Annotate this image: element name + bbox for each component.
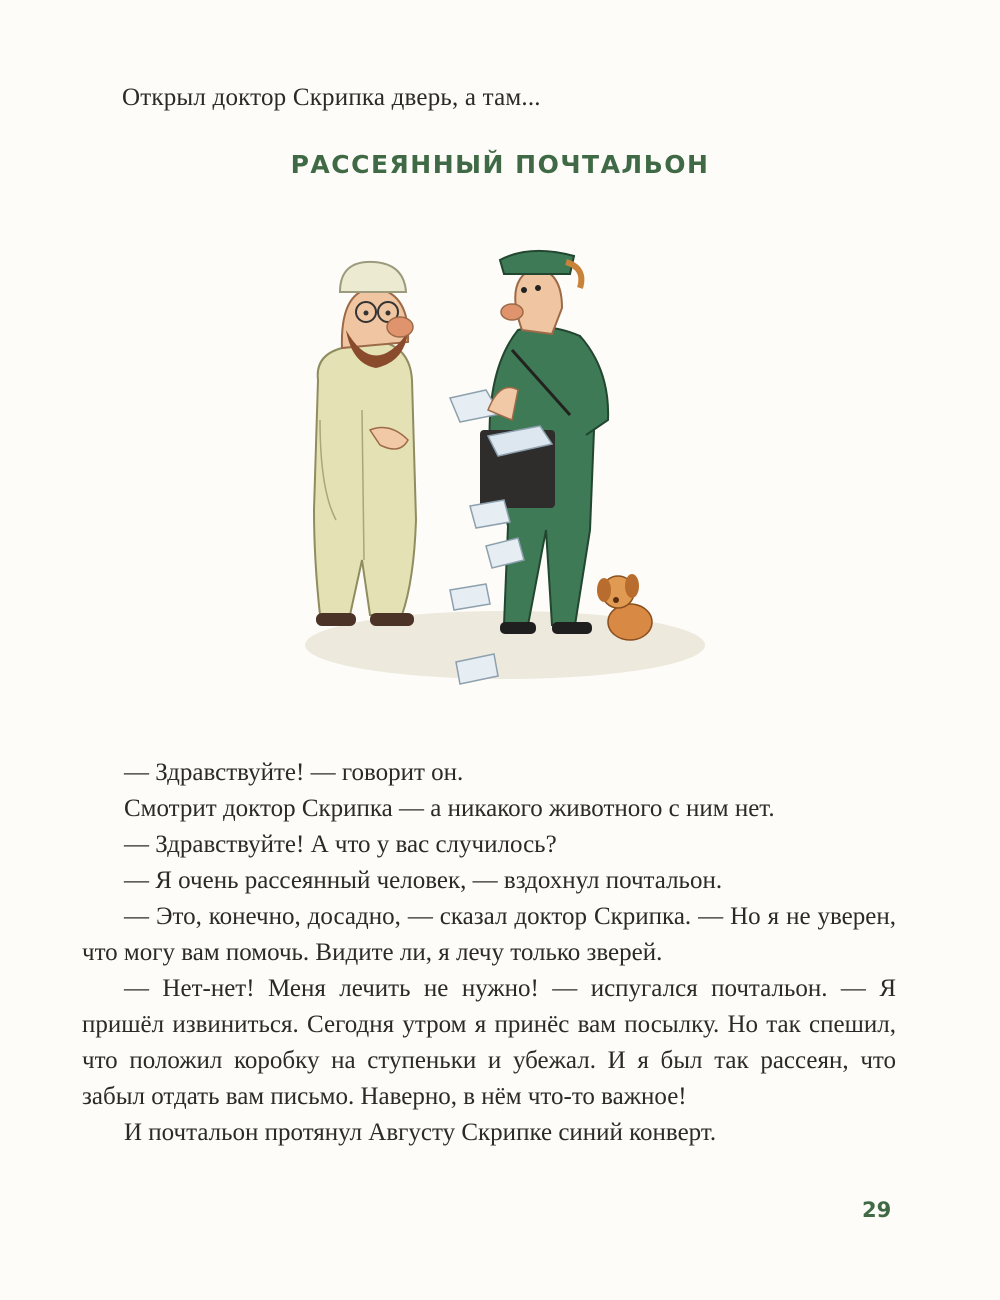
intro-line: Открыл доктор Скрипка дверь, а там... <box>122 84 541 111</box>
postman-figure <box>450 251 608 634</box>
paragraph: — Нет-нет! Меня лечить не нужно! — испугался почтальон. — Я пришёл извиниться. Сегодня утром я принёс вам посылку. Но так спешил, что положил коробку на ступеньки и убежал. И я был так рассеян, что забыл отдать вам письмо. Наверно, в нём что-то важное! <box>82 975 896 1110</box>
paragraph: — Это, конечно, досадно, — сказал доктор Скрипка. — Но я не уверен, что могу вам помочь. Видите ли, я лечу только зверей. <box>82 903 896 966</box>
illustration <box>290 230 720 710</box>
page-number: 29 <box>862 1198 892 1222</box>
chapter-title: РАССЕЯННЫЙ ПОЧТАЛЬОН <box>290 150 710 179</box>
paragraph: — Я очень рассеянный человек, — вздохнул почтальон. <box>124 867 723 894</box>
paragraph: Смотрит доктор Скрипка — а никакого животного с ним нет. <box>124 795 775 822</box>
doctor-figure <box>314 262 416 626</box>
story-text <box>82 755 896 1151</box>
paragraph: — Здравствуйте! — говорит он. <box>124 759 464 786</box>
paragraph: — Здравствуйте! А что у вас случилось? <box>124 831 557 858</box>
paragraph: И почтальон протянул Августу Скрипке синий конверт. <box>124 1119 717 1146</box>
